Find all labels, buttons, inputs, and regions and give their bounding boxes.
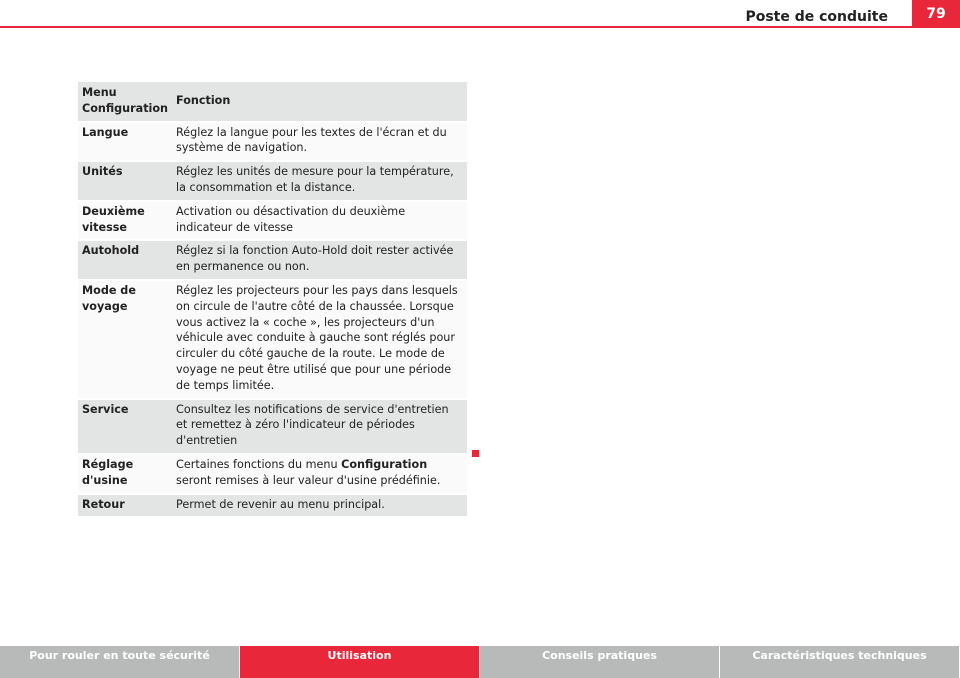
page-title: Poste de conduite — [745, 9, 888, 25]
header-divider — [0, 26, 960, 28]
row-value: Réglez les projecteurs pour les pays dans lesquels on circule de l'autre côté de la chaussée. Lorsque vous activez la « coche », les projecteurs d'un véhicule avec conduite à gauche sont réglés pour circuler du côté gauche de la route. Le mode de voyage ne peut être utilisé que pour une période de temps limitée. — [172, 280, 467, 399]
row-value: Permet de revenir au menu principal. — [172, 494, 467, 518]
row-value: Réglez les unités de mesure pour la température, la consommation et la distance. — [172, 161, 467, 201]
footer-navigation — [0, 646, 960, 678]
table-row — [78, 161, 467, 201]
row-key: Unités — [78, 161, 172, 201]
row-key: Langue — [78, 122, 172, 162]
footer-tab-usage[interactable]: Utilisation — [240, 646, 480, 678]
table-row — [78, 240, 467, 280]
page-number-badge: 79 — [912, 0, 960, 28]
table-row — [78, 201, 467, 241]
footer-tab-safety[interactable]: Pour rouler en toute sécurité — [0, 646, 240, 678]
footer-tab-specs[interactable]: Caractéristiques techniques — [720, 646, 960, 678]
table-row — [78, 494, 467, 518]
table-row — [78, 399, 467, 454]
row-key: Service — [78, 399, 172, 454]
row-key: Autohold — [78, 240, 172, 280]
row-value: Réglez la langue pour les textes de l'écran et du système de navigation. — [172, 122, 467, 162]
row-value: Réglez si la fonction Auto-Hold doit rester activée en permanence ou non. — [172, 240, 467, 280]
row-key: Mode de voyage — [78, 280, 172, 399]
row-value-text: seront remises à leur valeur d'usine prédéfinie. — [176, 473, 441, 487]
column-header-menu: Menu Configuration — [78, 82, 172, 122]
row-value: Consultez les notifications de service d'entretien et remettez à zéro l'indicateur de périodes d'entretien — [172, 399, 467, 454]
row-value-text: Certaines fonctions du menu — [176, 457, 342, 471]
configuration-table — [78, 82, 467, 518]
table-row — [78, 280, 467, 399]
footer-tab-tips[interactable]: Conseils pratiques — [480, 646, 720, 678]
row-key: Retour — [78, 494, 172, 518]
table-header-row — [78, 82, 467, 122]
table-row — [78, 454, 467, 494]
section-end-marker — [472, 450, 479, 457]
table-row — [78, 122, 467, 162]
row-value — [172, 454, 467, 494]
column-header-function: Fonction — [172, 82, 467, 122]
row-value: Activation ou désactivation du deuxième indicateur de vitesse — [172, 201, 467, 241]
row-key: Réglage d'usine — [78, 454, 172, 494]
row-key: Deuxième vitesse — [78, 201, 172, 241]
row-value-emphasis: Configuration — [341, 457, 428, 471]
